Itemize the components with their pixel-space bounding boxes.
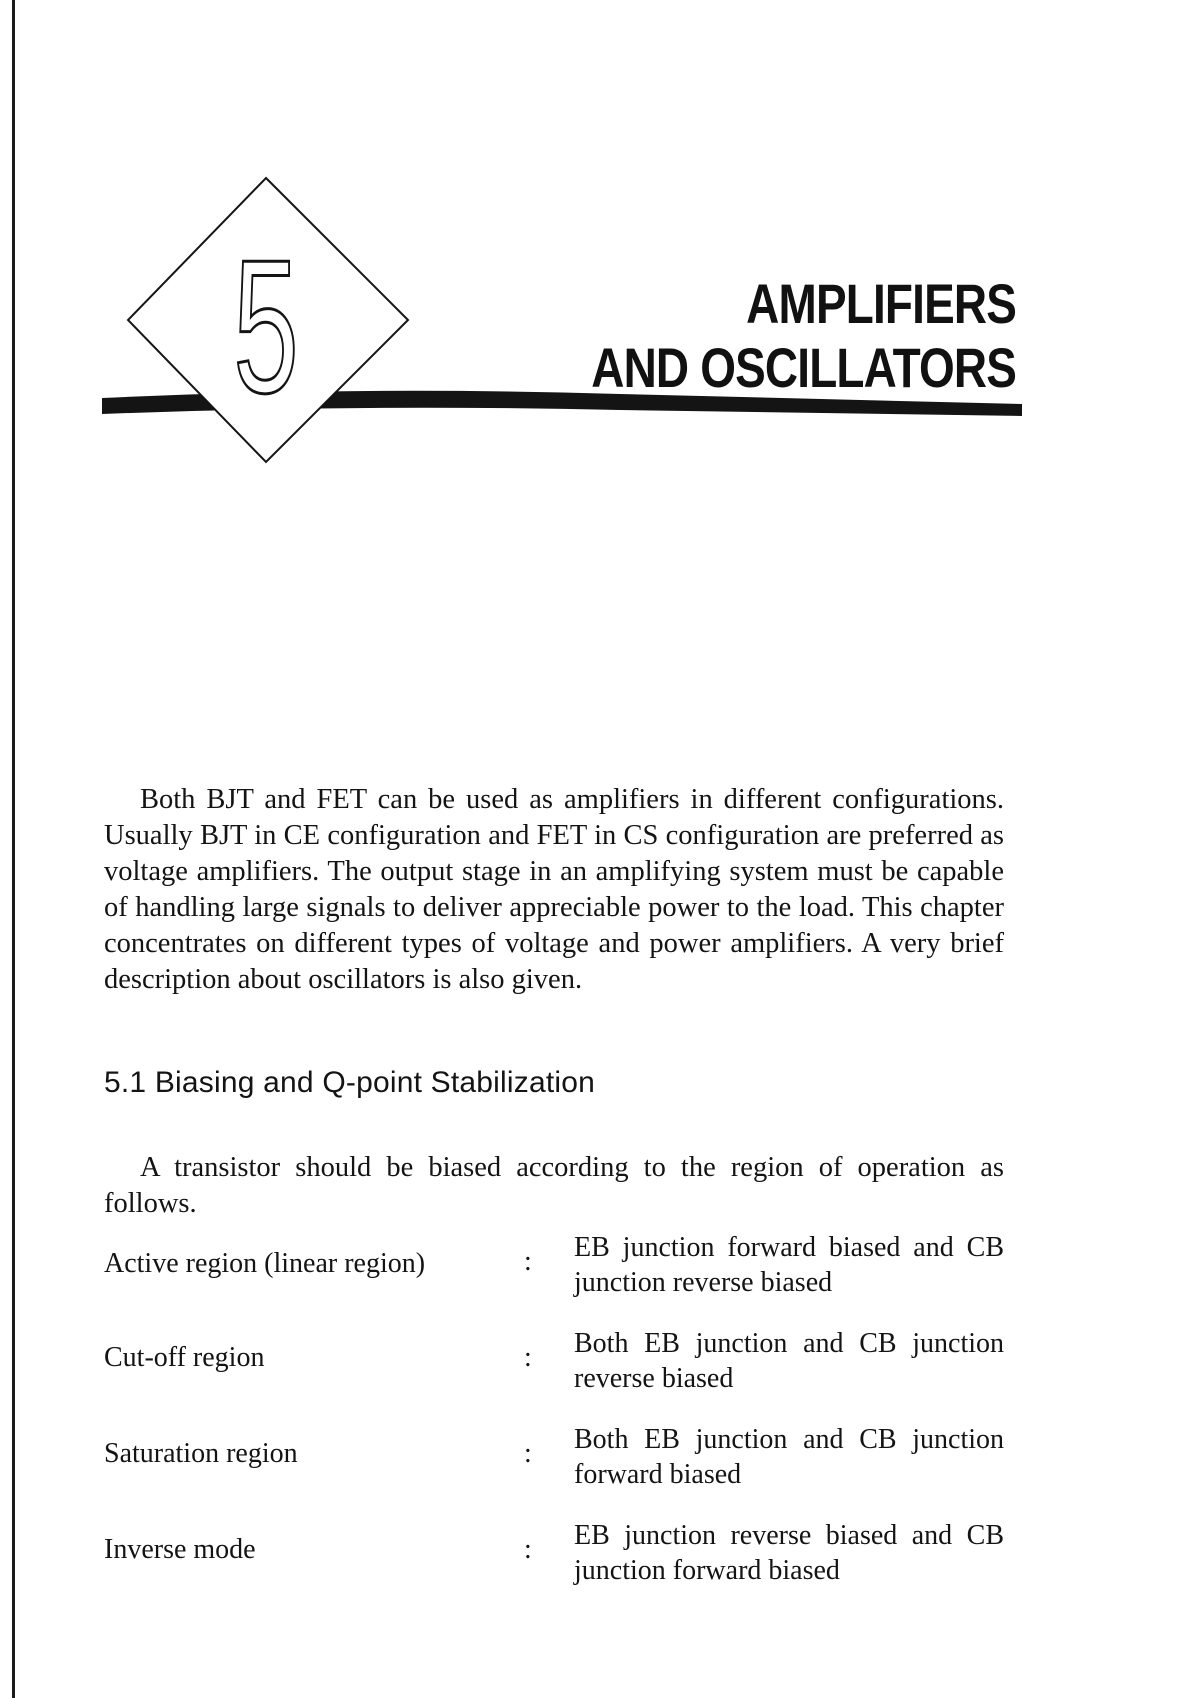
region-separator: : — [524, 1534, 532, 1565]
region-list — [104, 1230, 1014, 1614]
region-row-inverse — [104, 1518, 1014, 1588]
region-separator: : — [524, 1246, 532, 1277]
region-name: Cut-off region — [104, 1342, 265, 1373]
intro-paragraph: Both BJT and FET can be used as amplifiers in different configurations. Usually BJT in CE configuration and FET in CS configuration are preferred as voltage amplifiers. The output stage in an amplifying system must be capable of handling large signals to deliver appreciable power to the load. This chapter concentrates on different types of voltage and power amplifiers. A very brief description about oscillators is also given. — [104, 784, 1004, 995]
chapter-title — [591, 272, 1016, 400]
region-separator: : — [524, 1438, 532, 1469]
region-name: Saturation region — [104, 1438, 298, 1469]
region-description: Both EB junction and CB junction forward biased — [574, 1424, 1004, 1490]
chapter-number: 5 — [233, 221, 299, 433]
chapter-title-line2: AND OSCILLATORS — [591, 336, 1016, 399]
region-description: EB junction forward biased and CB junction reverse biased — [574, 1232, 1004, 1298]
section-intro-text: A transistor should be biased according to the region of operation as follows. — [104, 1152, 1004, 1219]
chapter-title-line1: AMPLIFIERS — [746, 272, 1016, 335]
region-name: Active region (linear region) — [104, 1248, 426, 1279]
region-row-saturation — [104, 1422, 1014, 1492]
region-description: Both EB junction and CB junction reverse biased — [574, 1328, 1004, 1394]
chapter-header-graphic — [0, 0, 1200, 480]
region-row-active — [104, 1230, 1014, 1300]
section-heading: 5.1 Biasing and Q-point Stabilization — [104, 1066, 596, 1099]
region-row-cutoff — [104, 1326, 1014, 1396]
region-separator: : — [524, 1342, 532, 1373]
region-description: EB junction reverse biased and CB junction forward biased — [574, 1520, 1004, 1586]
region-name: Inverse mode — [104, 1534, 256, 1565]
